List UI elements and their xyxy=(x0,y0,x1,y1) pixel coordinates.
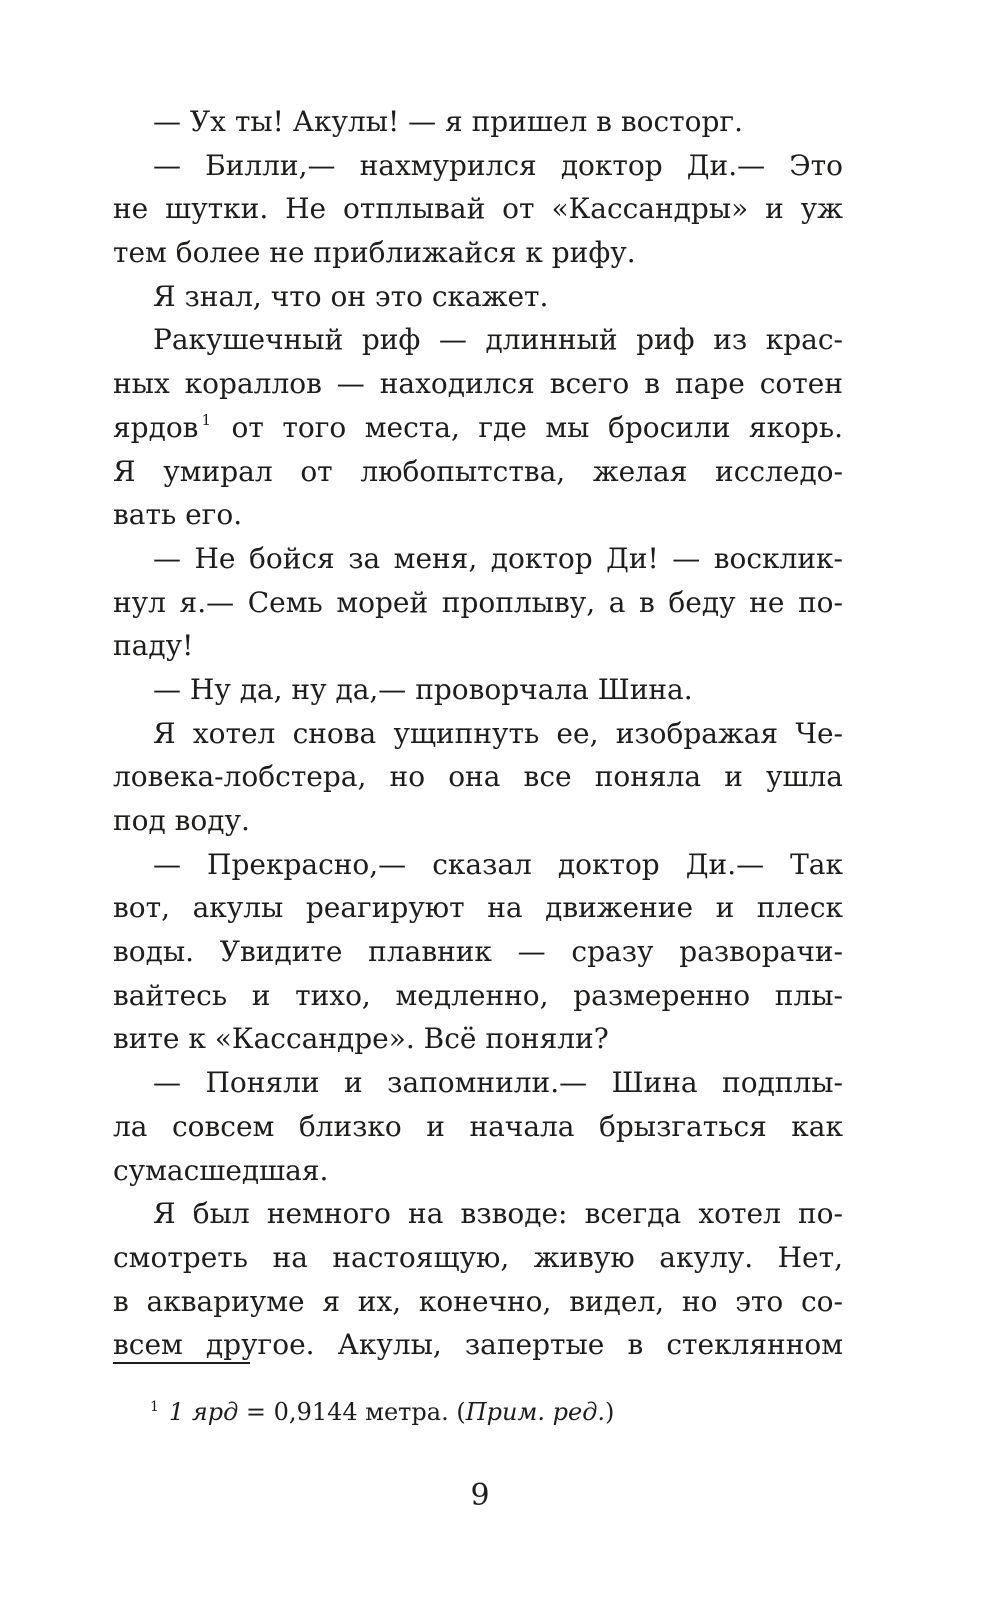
text-line: вать его. xyxy=(113,498,243,532)
page-number: 9 xyxy=(470,1478,490,1513)
text-line: — Не бойся за меня, доктор Ди! — восклик- xyxy=(153,541,843,575)
text-line: смотреть на настоящую, живую акулу. Нет, xyxy=(113,1240,843,1274)
text-line: тем более не приближайся к рифу. xyxy=(113,236,636,270)
text-line: Я был немного на взводе: всегда хотел по- xyxy=(153,1197,843,1231)
page-body xyxy=(113,100,843,1367)
footnote-definition: = 0,9144 метра. ( xyxy=(238,1398,466,1426)
text-line: — Поняли и запомнили.— Шина подплы- xyxy=(153,1066,843,1100)
text-line: ловека-лобстера, но она все поняла и ушла xyxy=(113,760,843,794)
text-line: сумасшедшая. xyxy=(113,1153,329,1187)
text-line: вайтесь и тихо, медленно, размеренно плы- xyxy=(113,978,843,1012)
footnote-term: 1 ярд xyxy=(168,1398,239,1426)
text-line: не шутки. Не отплывай от «Кассандры» и уж xyxy=(113,192,843,226)
footnote-editor-note: Прим. ред. xyxy=(465,1398,606,1426)
text-fragment: от того места, где мы бросили якорь. xyxy=(231,410,843,444)
text-fragment: ярдов xyxy=(113,410,199,444)
text-line: в аквариуме я их, конечно, видел, но это со- xyxy=(113,1284,843,1318)
text-line: — Прекрасно,— сказал доктор Ди.— Так xyxy=(153,847,843,881)
text-line: — Ну да, ну да,— проворчала Шина. xyxy=(153,672,693,706)
footnote-close-paren: ) xyxy=(605,1398,615,1426)
text-line: вите к «Кассандре». Всё поняли? xyxy=(113,1022,609,1056)
text-line: ных кораллов — находился всего в паре сотен xyxy=(113,367,843,401)
text-line: ла совсем близко и начала брызгаться как xyxy=(113,1109,843,1143)
text-line: Я хотел снова ущипнуть ее, изображая Че- xyxy=(153,716,843,750)
text-line: всем другое. Акулы, запертые в стеклянном xyxy=(113,1328,843,1362)
footnote xyxy=(150,1396,614,1432)
text-line: вот, акулы реагируют на движение и плеск xyxy=(113,891,843,925)
text-line: под воду. xyxy=(113,804,250,837)
text-line: воды. Увидите плавник — сразу разворачи- xyxy=(113,935,843,969)
footnote-divider xyxy=(113,1362,250,1364)
text-line: Я умирал от любопытства, желая исследо- xyxy=(113,454,843,488)
text-line: — Ух ты! Акулы! — я пришел в восторг. xyxy=(153,105,743,138)
footnote-mark: 1 xyxy=(150,1399,159,1415)
footnote-reference: 1 xyxy=(201,410,211,429)
text-line: паду! xyxy=(113,629,194,663)
text-line: Ракушечный риф — длинный риф из крас- xyxy=(153,323,843,357)
text-line: Я знал, что он это скажет. xyxy=(153,279,549,313)
text-line-with-footnote xyxy=(113,406,843,450)
text-line: нул я.— Семь морей проплыву, а в беду не по- xyxy=(113,585,843,619)
text-line: — Билли,— нахмурился доктор Ди.— Это xyxy=(153,148,843,182)
